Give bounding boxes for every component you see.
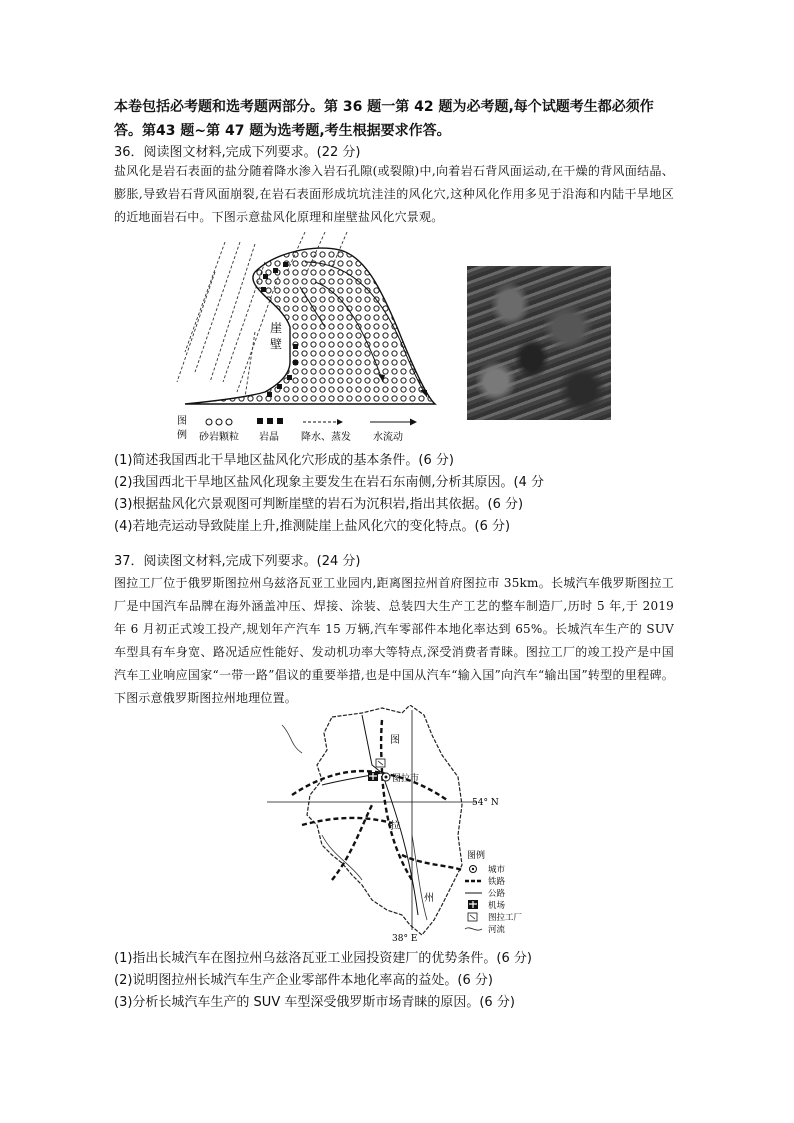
legend-city-label: 城市	[488, 865, 506, 875]
legend-rain-label: 降水、蒸发	[301, 432, 351, 443]
longitude-label: 38° E	[392, 934, 418, 944]
railways	[292, 720, 462, 880]
q36-paragraph: 盐风化是岩石表面的盐分随着降水渗入岩石孔隙(或裂隙)中,向着岩石背风面运动,在干燥的背风面结晶、膨胀,导致岩石背风面崩裂,在岩石表面形成坑坑洼洼的风化穴,这种风化作用多见于沿海和内陆干旱地区的近地面岩石中。下图示意盐风化原理和崖壁盐风化穴景观。	[114, 164, 674, 224]
tula-region-map	[262, 705, 540, 945]
map-legend-title: 图例	[467, 851, 486, 861]
legend-crystal-icon	[257, 418, 283, 424]
q36-sub-1: (1)简述我国西北干旱地区盐风化穴形成的基本条件。(6 分)	[114, 453, 454, 468]
q36-title: 36．阅读图文材料,完成下列要求。(22 分)	[114, 145, 361, 160]
q37-paragraph: 图拉工厂位于俄罗斯图拉州乌兹洛瓦亚工业园内,距离图拉州首府图拉市 35km。长城汽车俄罗斯图拉工厂是中国汽车品牌在海外涵盖冲压、焊接、涂装、总装四大生产工艺的整车制造厂,历时 5 年,于 2019 年 6 月初正式竣工投产,规划年产汽车 15 万辆,汽车零部件本地化率达到 65%。长城汽车生产的 SUV 车型具有车身宽、路况适应性能好、发动机功率大等特点,深受消费者青睐。图拉工厂的竣工投产是中国汽车工业响应国家“一带一路”倡议的重要举措,也是中国从汽车“输入国”向汽车“输出国”转型的里程碑。下图示意俄罗斯图拉州地理位置。	[114, 576, 674, 705]
salt-weathering-diagram	[165, 232, 445, 447]
region-char-1: 图	[390, 735, 400, 746]
region-char-2: 拉	[390, 821, 400, 832]
q37-sub-3: (3)分析长城汽车生产的 SUV 车型深受俄罗斯市场青睐的原因。(6 分)	[114, 995, 515, 1010]
roads	[322, 715, 418, 915]
rivers	[282, 725, 427, 920]
latitude-label: 54° N	[472, 798, 499, 808]
city-label: 图拉市	[392, 774, 420, 784]
exam-intro	[114, 95, 674, 143]
legend-rail-label: 铁路	[488, 877, 506, 887]
cliff-label-2: 壁	[270, 337, 283, 351]
region-char-3: 州	[424, 893, 434, 904]
intro-line-1: 本卷包括必考题和选考题两部分。第 36 题一第 42 题为必考题,每个试题考生都必须作	[114, 99, 654, 115]
legend-sand-icon	[206, 419, 232, 425]
q36-sub-2: (2)我国西北干旱地区盐风化现象主要发生在岩石东南侧,分析其原因。(4 分	[114, 475, 545, 490]
legend-crystal-label: 岩晶	[259, 432, 279, 443]
legend-sand-label: 砂岩颗粒	[199, 432, 239, 443]
legend-title-1: 图	[177, 416, 187, 427]
legend-river-icon	[465, 928, 482, 930]
airport-icon	[368, 772, 378, 781]
intro-line-2: 答。第43 题~第 47 题为选考题,考生根据要求作答。	[114, 123, 451, 139]
q36-sub-3: (3)根据盐风化穴景观图可判断崖壁的岩石为沉积岩,指出其依据。(6 分)	[114, 497, 524, 512]
cliff-label-1: 崖	[270, 321, 283, 335]
salt-weathering-photo	[467, 266, 611, 420]
legend-airport-label: 机场	[488, 901, 506, 911]
legend-flow-label: 水流动	[373, 432, 403, 443]
q37-sub-2: (2)说明图拉州长城汽车生产企业零部件本地化率高的益处。(6 分)	[114, 973, 493, 988]
q37-subquestions	[114, 948, 684, 1014]
legend-road-label: 公路	[488, 889, 506, 899]
q36-subquestions	[114, 450, 684, 538]
legend-factory-label: 图拉工厂	[488, 913, 523, 923]
cliff-rock	[185, 248, 435, 404]
legend-river-label: 河流	[488, 925, 506, 935]
q36-sub-4: (4)若地壳运动导致陡崖上升,推测陡崖上盐风化穴的变化特点。(6 分)	[114, 519, 511, 534]
legend-title-2: 例	[177, 430, 187, 441]
q37-sub-1: (1)指出长城汽车在图拉州乌兹洛瓦亚工业园投资建厂的优势条件。(6 分)	[114, 951, 532, 966]
q37-title: 37．阅读图文材料,完成下列要求。(24 分)	[114, 554, 361, 569]
